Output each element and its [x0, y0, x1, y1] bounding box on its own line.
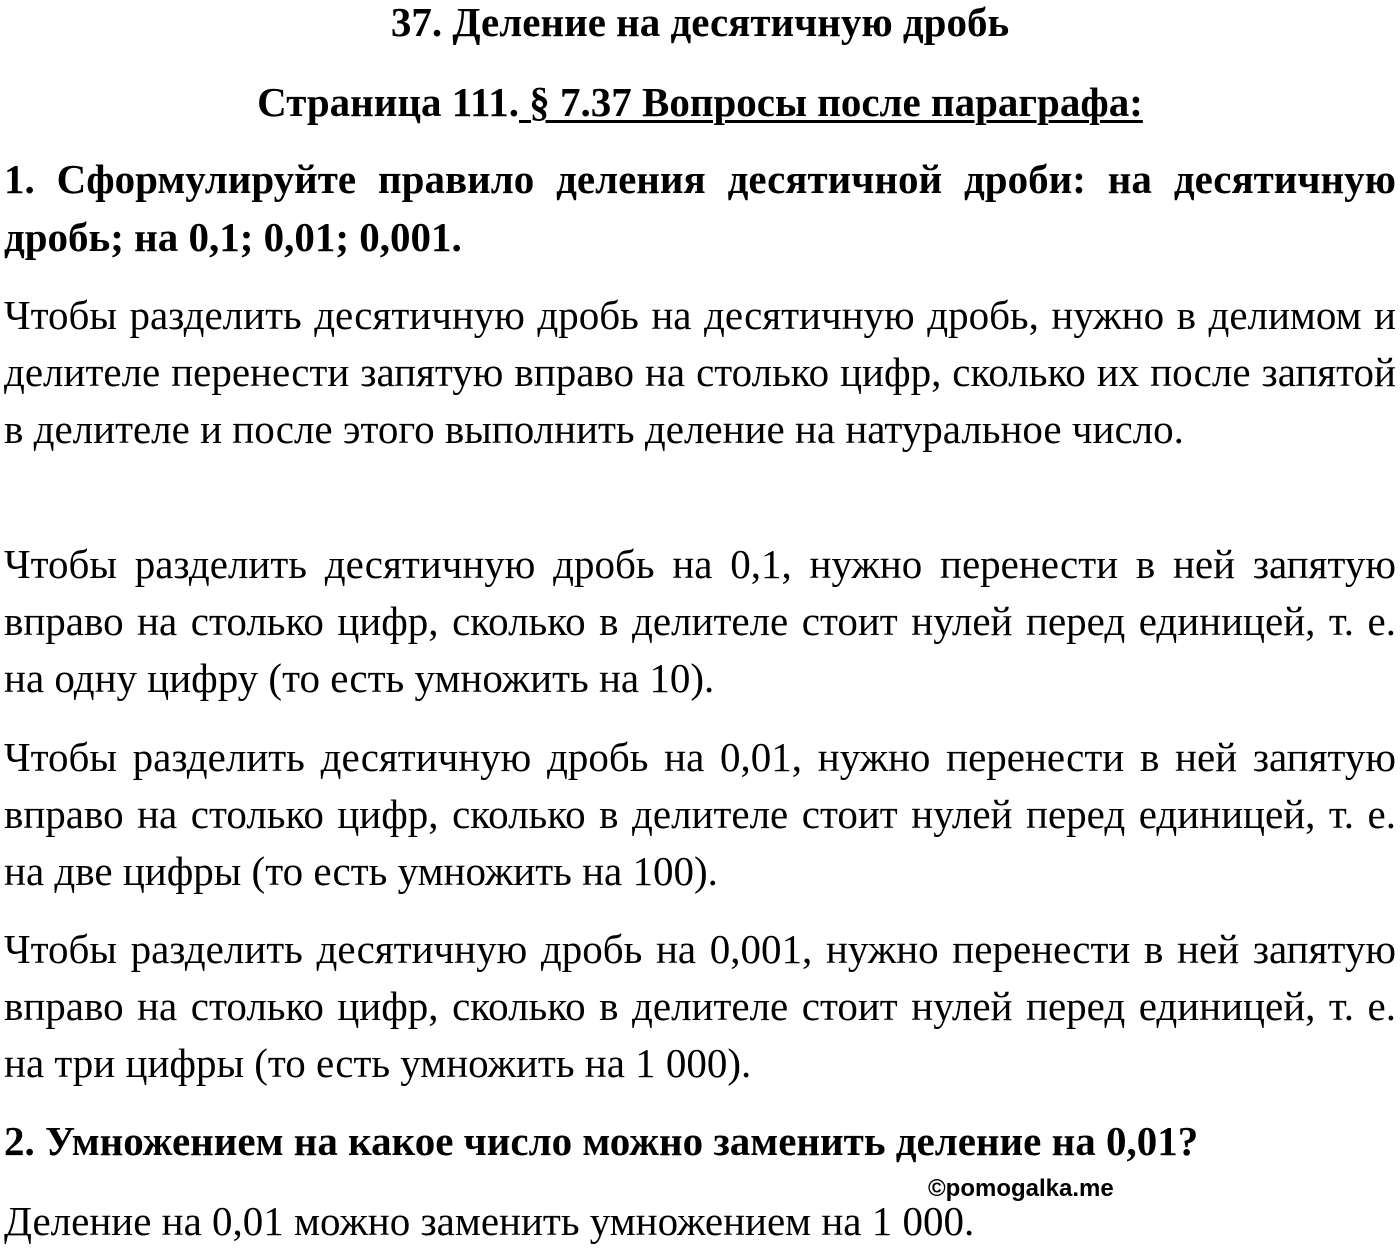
answer-paragraph: Чтобы разделить десятичную дробь на 0,01, нужно перенести в ней запятую вправо на столько цифр, сколько в делителе стоит нулей перед единицей, т. е. на две цифры (то есть умножить на 100).	[4, 734, 1396, 894]
answer-paragraph: Чтобы разделить десятичную дробь на 0,001, нужно перенести в ней запятую вправо на столько цифр, сколько в делителе стоит нулей перед единицей, т. е. на три цифры (то есть умножить на 1 000).	[4, 926, 1396, 1086]
page-title: 37. Деление на десятичную дробь	[390, 0, 1010, 45]
question-1: 1. Сформулируйте правило деления десятичной дроби: на десятичную дробь; на 0,1; 0,01; 0,001.	[4, 156, 1396, 260]
answer-paragraph: Деление на 0,01 можно заменить умножением на 1 000.	[4, 1198, 975, 1244]
answer-paragraph: Чтобы разделить десятичную дробь на десятичную дробь, нужно в делимом и делителе перенести запятую вправо на столько цифр, сколько их после запятой в делителе и после этого выполнить деление на натуральное число.	[4, 292, 1396, 452]
watermark: ©pomogalka.me	[928, 1175, 1114, 1202]
page-subtitle	[0, 80, 1400, 124]
page-reference: Страница 111.	[257, 79, 519, 125]
question-2: 2. Умножением на какое число можно заменить деление на 0,01?	[4, 1118, 1199, 1164]
answer-paragraph: Чтобы разделить десятичную дробь на 0,1, нужно перенести в ней запятую вправо на столько цифр, сколько в делителе стоит нулей перед единицей, т. е. на одну цифру (то есть умножить на 10).	[4, 541, 1396, 701]
section-reference: § 7.37 Вопросы после параграфа:	[518, 79, 1143, 125]
